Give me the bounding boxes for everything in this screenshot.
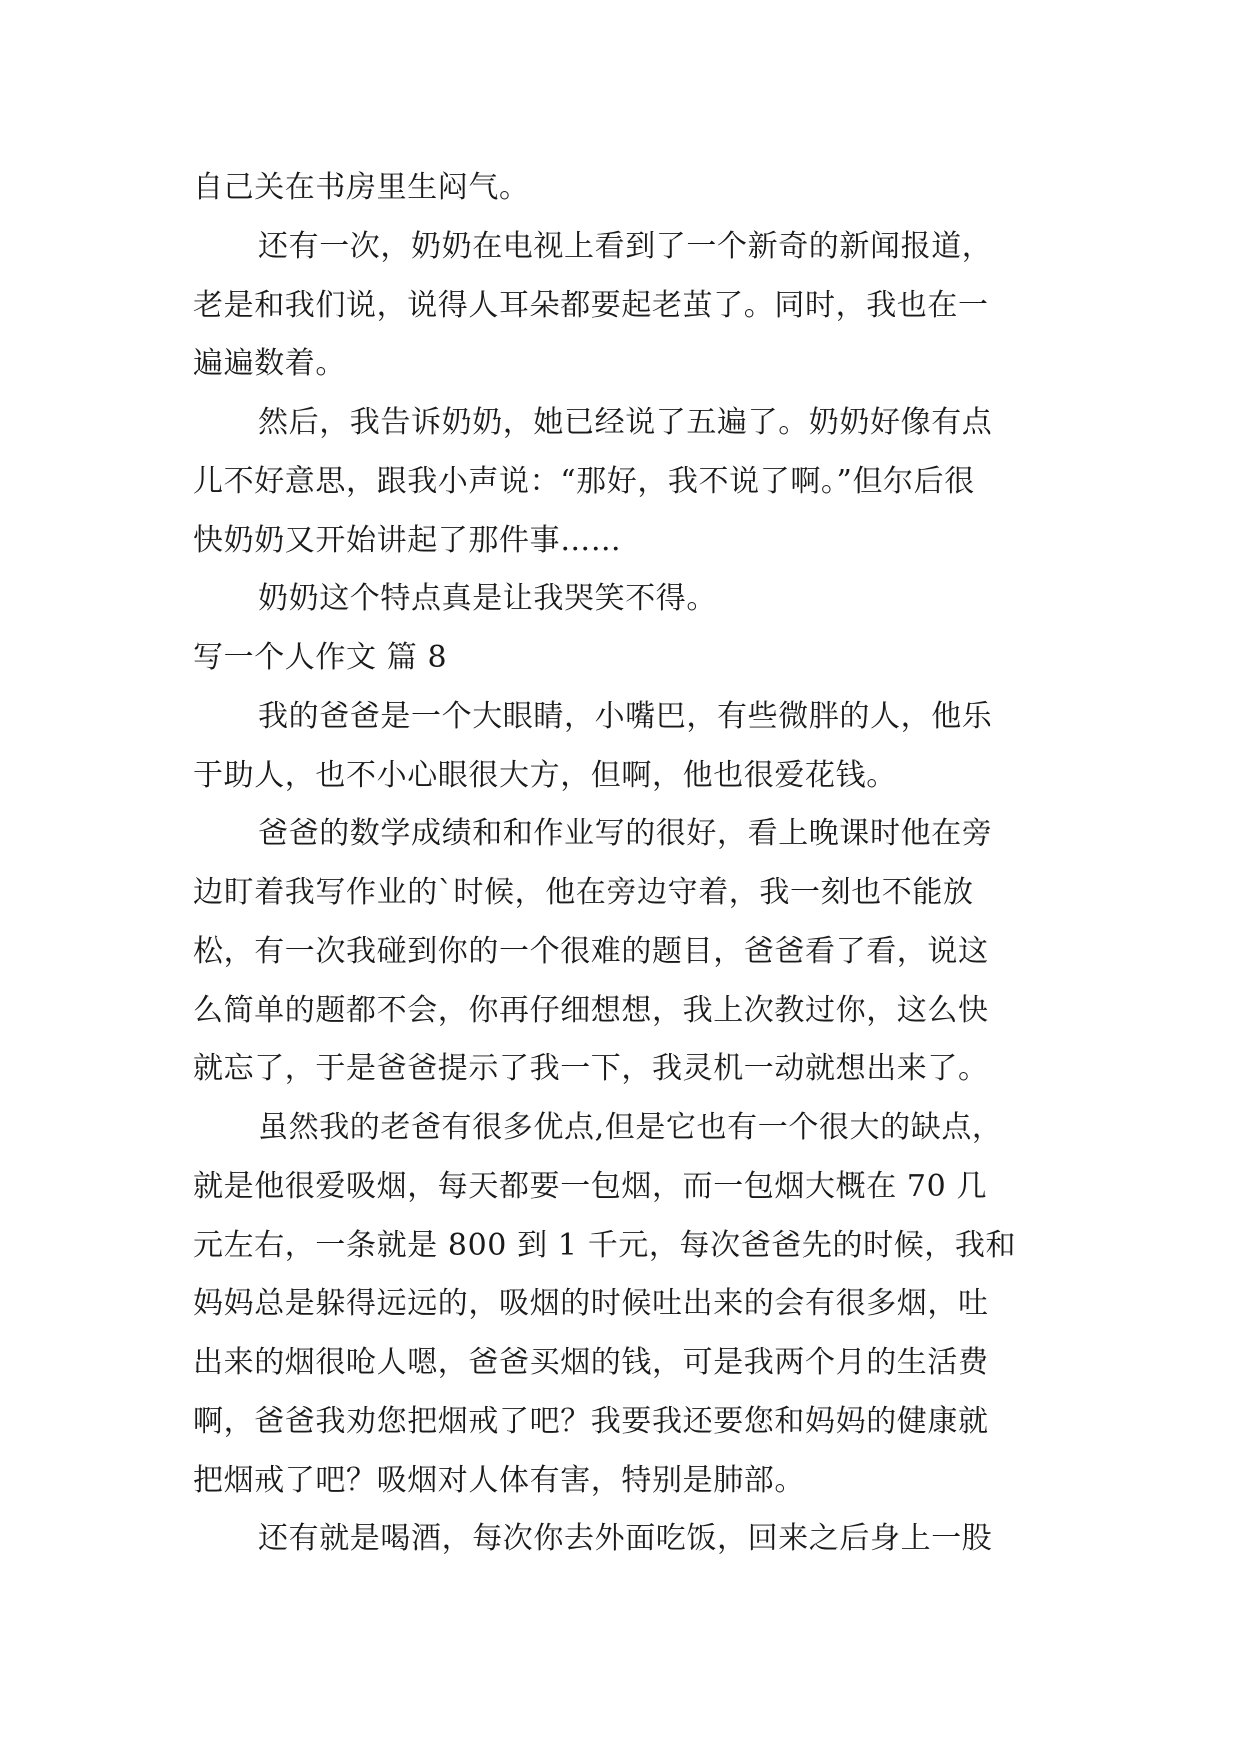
text-line: 老是和我们说，说得人耳朵都要起老茧了。同时，我也在一 bbox=[193, 288, 989, 323]
text-line: 遍遍数着。 bbox=[193, 346, 346, 381]
text-line: 松，有一次我碰到你的一个很难的题目，爸爸看了看，说这 bbox=[193, 934, 989, 969]
text-line: 把烟戒了吧？吸烟对人体有害，特别是肺部。 bbox=[193, 1463, 805, 1498]
paragraph-first-line: 然后，我告诉奶奶，她已经说了五遍了。奶奶好像有点 bbox=[258, 405, 993, 440]
text-line: 儿不好意思，跟我小声说：“那好，我不说了啊。”但尔后很 bbox=[193, 464, 975, 499]
section-heading: 写一个人作文 篇 8 bbox=[193, 640, 448, 675]
text-line: 妈妈总是躲得远远的，吸烟的时候吐出来的会有很多烟，吐 bbox=[193, 1286, 989, 1321]
text-line: 于助人，也不小心眼很大方，但啊，他也很爱花钱。 bbox=[193, 758, 897, 793]
text-line: 出来的烟很呛人嗯，爸爸买烟的钱，可是我两个月的生活费 bbox=[193, 1345, 989, 1380]
text-line: 么简单的题都不会，你再仔细想想，我上次教过你，这么快 bbox=[193, 993, 989, 1028]
text-line: 就忘了，于是爸爸提示了我一下，我灵机一动就想出来了。 bbox=[193, 1051, 989, 1086]
text-line: 快奶奶又开始讲起了那件事…… bbox=[193, 523, 622, 558]
paragraph-first-line: 还有一次，奶奶在电视上看到了一个新奇的新闻报道， bbox=[258, 229, 993, 264]
text-line: 自己关在书房里生闷气。 bbox=[193, 170, 530, 205]
text-line: 元左右，一条就是 800 到 1 千元，每次爸爸先的时候，我和 bbox=[193, 1228, 1017, 1263]
text-line: 边盯着我写作业的`时候，他在旁边守着，我一刻也不能放 bbox=[193, 875, 974, 910]
paragraph-first-line: 还有就是喝酒，每次你去外面吃饭，回来之后身上一股 bbox=[258, 1521, 993, 1556]
text-line: 啊，爸爸我劝您把烟戒了吧？我要我还要您和妈妈的健康就 bbox=[193, 1404, 989, 1439]
text-line: 就是他很爱吸烟，每天都要一包烟，而一包烟大概在 70 几 bbox=[193, 1169, 988, 1204]
paragraph-first-line: 爸爸的数学成绩和和作业写的很好，看上晚课时他在旁 bbox=[258, 816, 993, 851]
paragraph-first-line: 奶奶这个特点真是让我哭笑不得。 bbox=[258, 581, 717, 616]
paragraph-first-line: 我的爸爸是一个大眼睛，小嘴巴，有些微胖的人，他乐 bbox=[258, 699, 993, 734]
paragraph-first-line: 虽然我的老爸有很多优点,但是它也有一个很大的缺点， bbox=[258, 1110, 1003, 1145]
